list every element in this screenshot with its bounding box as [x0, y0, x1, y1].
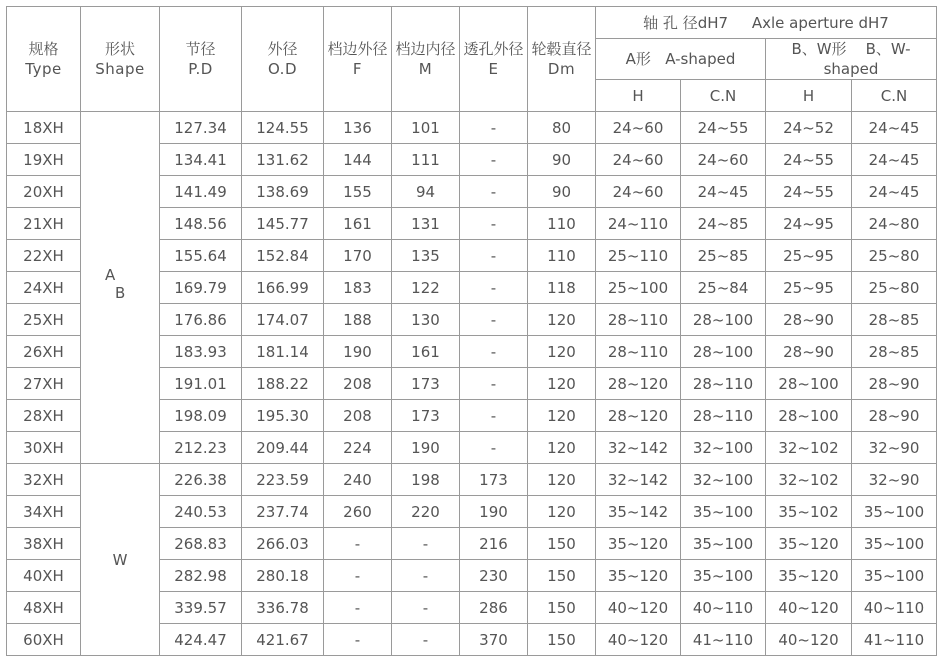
cell-a-cn: 35~100	[681, 528, 766, 560]
cell-pd: 268.83	[160, 528, 242, 560]
cell-od: 152.84	[242, 240, 324, 272]
cell-a-h: 28~120	[596, 368, 681, 400]
cell-e: -	[460, 208, 528, 240]
cell-type: 26XH	[7, 336, 81, 368]
cell-e: -	[460, 144, 528, 176]
cell-bw-cn: 28~90	[852, 368, 937, 400]
header-od-en: O.D	[267, 60, 298, 78]
cell-pd: 155.64	[160, 240, 242, 272]
cell-pd: 212.23	[160, 432, 242, 464]
cell-e: 370	[460, 624, 528, 656]
table-row	[7, 464, 937, 496]
cell-pd: 226.38	[160, 464, 242, 496]
cell-a-cn: 28~100	[681, 304, 766, 336]
cell-a-cn: 32~100	[681, 464, 766, 496]
cell-a-h: 35~120	[596, 560, 681, 592]
cell-dm: 120	[528, 368, 596, 400]
cell-bw-cn: 24~45	[852, 144, 937, 176]
cell-m: -	[392, 560, 460, 592]
cell-f: 208	[324, 400, 392, 432]
cell-a-cn: 32~100	[681, 432, 766, 464]
cell-m: 130	[392, 304, 460, 336]
cell-bw-h: 24~55	[766, 176, 852, 208]
cell-bw-h: 24~55	[766, 144, 852, 176]
cell-m: 173	[392, 368, 460, 400]
cell-bw-h: 25~95	[766, 272, 852, 304]
cell-e: -	[460, 304, 528, 336]
cell-pd: 339.57	[160, 592, 242, 624]
header-f-en: F	[352, 60, 363, 78]
cell-bw-cn: 35~100	[852, 496, 937, 528]
cell-a-cn: 28~110	[681, 368, 766, 400]
cell-od: 166.99	[242, 272, 324, 304]
cell-dm: 150	[528, 624, 596, 656]
header-type-zh: 规格	[28, 40, 59, 58]
cell-dm: 120	[528, 496, 596, 528]
cell-od: 174.07	[242, 304, 324, 336]
cell-bw-h: 24~95	[766, 208, 852, 240]
cell-f: 260	[324, 496, 392, 528]
cell-bw-cn: 24~45	[852, 112, 937, 144]
cell-a-h: 40~120	[596, 624, 681, 656]
cell-f: -	[324, 592, 392, 624]
header-e-en: E	[488, 60, 499, 78]
cell-type: 18XH	[7, 112, 81, 144]
cell-m: 122	[392, 272, 460, 304]
header-m	[392, 7, 460, 112]
cell-m: 220	[392, 496, 460, 528]
header-bw-cn: C.N	[852, 80, 937, 112]
cell-od: 138.69	[242, 176, 324, 208]
cell-type: 28XH	[7, 400, 81, 432]
cell-a-h: 24~110	[596, 208, 681, 240]
cell-bw-cn: 25~80	[852, 240, 937, 272]
cell-type: 48XH	[7, 592, 81, 624]
cell-f: 161	[324, 208, 392, 240]
cell-a-cn: 35~100	[681, 496, 766, 528]
cell-bw-cn: 28~90	[852, 400, 937, 432]
shape-b-label: B	[115, 284, 126, 302]
cell-type: 20XH	[7, 176, 81, 208]
header-od-zh: 外径	[267, 40, 298, 58]
header-pd-en: P.D	[188, 60, 213, 78]
cell-m: 161	[392, 336, 460, 368]
cell-a-h: 24~60	[596, 176, 681, 208]
cell-m: 190	[392, 432, 460, 464]
cell-type: 34XH	[7, 496, 81, 528]
header-m-en: M	[418, 60, 433, 78]
cell-a-h: 35~142	[596, 496, 681, 528]
cell-e: -	[460, 336, 528, 368]
cell-e: 173	[460, 464, 528, 496]
cell-bw-cn: 28~85	[852, 336, 937, 368]
cell-pd: 127.34	[160, 112, 242, 144]
cell-a-cn: 24~45	[681, 176, 766, 208]
cell-pd: 198.09	[160, 400, 242, 432]
cell-f: -	[324, 560, 392, 592]
cell-bw-h: 28~90	[766, 336, 852, 368]
header-dm-zh: 轮毂直径	[531, 40, 592, 58]
cell-dm: 150	[528, 592, 596, 624]
cell-od: 145.77	[242, 208, 324, 240]
cell-type: 38XH	[7, 528, 81, 560]
cell-od: 336.78	[242, 592, 324, 624]
cell-dm: 150	[528, 560, 596, 592]
cell-dm: 120	[528, 432, 596, 464]
cell-type: 19XH	[7, 144, 81, 176]
cell-f: 224	[324, 432, 392, 464]
cell-m: 135	[392, 240, 460, 272]
cell-e: -	[460, 400, 528, 432]
cell-f: -	[324, 528, 392, 560]
cell-od: 421.67	[242, 624, 324, 656]
shape-a-label: A	[105, 266, 116, 284]
header-a-shaped: A形 A-shaped	[596, 39, 766, 80]
cell-bw-cn: 40~110	[852, 592, 937, 624]
cell-od: 266.03	[242, 528, 324, 560]
cell-pd: 183.93	[160, 336, 242, 368]
header-bw-shaped	[766, 39, 937, 80]
cell-bw-h: 35~120	[766, 528, 852, 560]
cell-dm: 120	[528, 336, 596, 368]
cell-od: 131.62	[242, 144, 324, 176]
cell-a-cn: 35~100	[681, 560, 766, 592]
cell-pd: 176.86	[160, 304, 242, 336]
cell-a-cn: 25~85	[681, 240, 766, 272]
cell-f: 190	[324, 336, 392, 368]
cell-dm: 90	[528, 144, 596, 176]
cell-dm: 90	[528, 176, 596, 208]
cell-e: 216	[460, 528, 528, 560]
table-body	[7, 112, 937, 656]
cell-a-cn: 28~110	[681, 400, 766, 432]
cell-type: 60XH	[7, 624, 81, 656]
cell-pd: 141.49	[160, 176, 242, 208]
cell-od: 280.18	[242, 560, 324, 592]
cell-type: 30XH	[7, 432, 81, 464]
cell-dm: 120	[528, 400, 596, 432]
header-shape	[81, 7, 160, 112]
cell-a-h: 28~110	[596, 336, 681, 368]
cell-a-cn: 24~55	[681, 112, 766, 144]
header-od	[242, 7, 324, 112]
cell-bw-h: 28~100	[766, 368, 852, 400]
cell-e: -	[460, 432, 528, 464]
cell-bw-h: 32~102	[766, 464, 852, 496]
cell-shape-w: W	[81, 464, 160, 656]
header-shape-en: Shape	[95, 60, 145, 78]
cell-bw-cn: 28~85	[852, 304, 937, 336]
cell-e: 286	[460, 592, 528, 624]
cell-a-h: 28~120	[596, 400, 681, 432]
cell-m: -	[392, 528, 460, 560]
cell-bw-h: 35~102	[766, 496, 852, 528]
cell-f: 188	[324, 304, 392, 336]
cell-a-h: 28~110	[596, 304, 681, 336]
cell-pd: 240.53	[160, 496, 242, 528]
cell-m: -	[392, 592, 460, 624]
cell-bw-h: 24~52	[766, 112, 852, 144]
cell-bw-h: 28~100	[766, 400, 852, 432]
cell-dm: 150	[528, 528, 596, 560]
cell-a-cn: 41~110	[681, 624, 766, 656]
header-f	[324, 7, 392, 112]
cell-a-h: 32~142	[596, 464, 681, 496]
cell-a-h: 24~60	[596, 112, 681, 144]
header-shape-zh: 形状	[104, 40, 135, 58]
cell-dm: 80	[528, 112, 596, 144]
cell-bw-cn: 24~45	[852, 176, 937, 208]
cell-f: 136	[324, 112, 392, 144]
cell-f: -	[324, 624, 392, 656]
cell-bw-cn: 41~110	[852, 624, 937, 656]
header-bw-shaped-line1: B、W形 B、W-	[791, 40, 911, 58]
header-e-zh: 透孔外径	[463, 40, 524, 58]
cell-a-cn: 24~60	[681, 144, 766, 176]
cell-bw-h: 40~120	[766, 592, 852, 624]
cell-type: 32XH	[7, 464, 81, 496]
cell-m: 111	[392, 144, 460, 176]
cell-bw-h: 35~120	[766, 560, 852, 592]
cell-bw-cn: 32~90	[852, 432, 937, 464]
cell-a-h: 40~120	[596, 592, 681, 624]
cell-shape-ab	[81, 112, 160, 464]
cell-dm: 110	[528, 240, 596, 272]
cell-a-cn: 28~100	[681, 336, 766, 368]
cell-od: 188.22	[242, 368, 324, 400]
cell-type: 24XH	[7, 272, 81, 304]
header-type	[7, 7, 81, 112]
cell-m: 173	[392, 400, 460, 432]
cell-a-h: 25~100	[596, 272, 681, 304]
header-a-cn: C.N	[681, 80, 766, 112]
cell-pd: 134.41	[160, 144, 242, 176]
cell-e: -	[460, 112, 528, 144]
cell-od: 124.55	[242, 112, 324, 144]
cell-bw-h: 32~102	[766, 432, 852, 464]
cell-bw-h: 25~95	[766, 240, 852, 272]
cell-a-h: 32~142	[596, 432, 681, 464]
header-pd-zh: 节径	[185, 40, 216, 58]
cell-pd: 169.79	[160, 272, 242, 304]
header-bw-shaped-line2: shaped	[823, 60, 879, 78]
cell-e: -	[460, 240, 528, 272]
header-axle-aperture: 轴 孔 径dH7 Axle aperture dH7	[596, 7, 937, 39]
cell-f: 208	[324, 368, 392, 400]
cell-type: 27XH	[7, 368, 81, 400]
cell-f: 144	[324, 144, 392, 176]
header-m-zh: 档边内径	[395, 40, 456, 58]
cell-od: 237.74	[242, 496, 324, 528]
cell-f: 155	[324, 176, 392, 208]
header-type-en: Type	[25, 60, 62, 78]
cell-dm: 120	[528, 464, 596, 496]
cell-a-h: 25~110	[596, 240, 681, 272]
cell-m: -	[392, 624, 460, 656]
cell-e: 190	[460, 496, 528, 528]
cell-a-cn: 25~84	[681, 272, 766, 304]
cell-f: 240	[324, 464, 392, 496]
cell-bw-h: 28~90	[766, 304, 852, 336]
cell-type: 40XH	[7, 560, 81, 592]
table-row	[7, 112, 937, 144]
cell-type: 21XH	[7, 208, 81, 240]
cell-m: 101	[392, 112, 460, 144]
header-a-h: H	[596, 80, 681, 112]
cell-m: 198	[392, 464, 460, 496]
header-f-zh: 档边外径	[327, 40, 388, 58]
cell-m: 131	[392, 208, 460, 240]
cell-pd: 424.47	[160, 624, 242, 656]
cell-e: -	[460, 368, 528, 400]
header-dm-en: Dm	[547, 60, 576, 78]
cell-type: 25XH	[7, 304, 81, 336]
header-bw-h: H	[766, 80, 852, 112]
cell-a-cn: 40~110	[681, 592, 766, 624]
cell-f: 170	[324, 240, 392, 272]
cell-f: 183	[324, 272, 392, 304]
cell-dm: 120	[528, 304, 596, 336]
cell-type: 22XH	[7, 240, 81, 272]
header-dm	[528, 7, 596, 112]
cell-a-cn: 24~85	[681, 208, 766, 240]
cell-a-h: 35~120	[596, 528, 681, 560]
cell-bw-cn: 35~100	[852, 528, 937, 560]
cell-bw-cn: 24~80	[852, 208, 937, 240]
cell-od: 223.59	[242, 464, 324, 496]
sprocket-spec-table	[6, 6, 937, 656]
cell-od: 209.44	[242, 432, 324, 464]
shape-ab-label	[105, 265, 135, 305]
cell-od: 195.30	[242, 400, 324, 432]
cell-e: 230	[460, 560, 528, 592]
cell-pd: 148.56	[160, 208, 242, 240]
cell-e: -	[460, 272, 528, 304]
header-e	[460, 7, 528, 112]
cell-pd: 191.01	[160, 368, 242, 400]
cell-od: 181.14	[242, 336, 324, 368]
cell-e: -	[460, 176, 528, 208]
cell-bw-cn: 32~90	[852, 464, 937, 496]
cell-bw-cn: 25~80	[852, 272, 937, 304]
cell-a-h: 24~60	[596, 144, 681, 176]
cell-bw-h: 40~120	[766, 624, 852, 656]
header-pd	[160, 7, 242, 112]
cell-dm: 118	[528, 272, 596, 304]
cell-dm: 110	[528, 208, 596, 240]
cell-m: 94	[392, 176, 460, 208]
cell-pd: 282.98	[160, 560, 242, 592]
cell-bw-cn: 35~100	[852, 560, 937, 592]
